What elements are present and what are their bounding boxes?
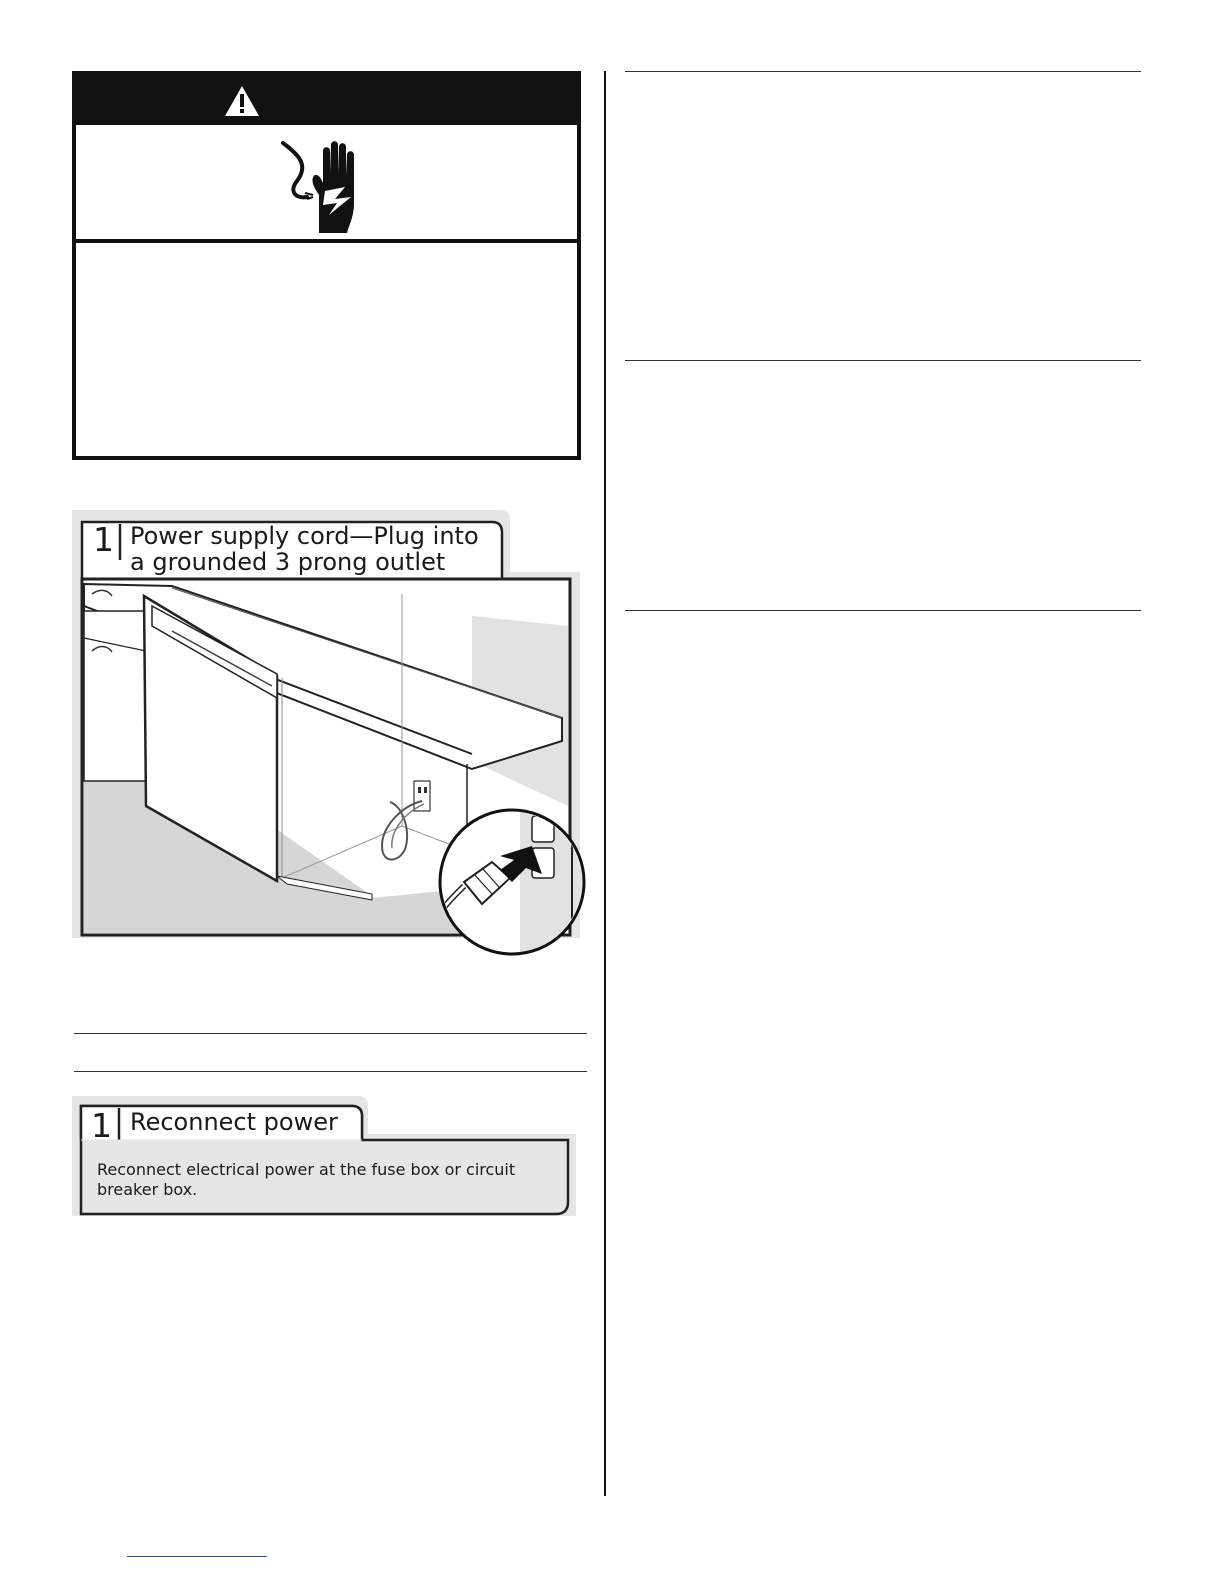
section-divider	[74, 1071, 587, 1072]
section-divider	[74, 1033, 587, 1034]
section-divider	[625, 610, 1141, 611]
section-divider	[625, 360, 1141, 361]
step-title: Reconnect power	[130, 1108, 338, 1136]
footer-link-underline[interactable]	[127, 1556, 267, 1557]
column-divider	[604, 71, 606, 1496]
section-divider	[625, 71, 1141, 72]
warning-box	[72, 71, 581, 460]
step-power-cord-panel	[72, 506, 586, 956]
warning-header-bar	[76, 75, 577, 125]
electrical-shock-hand-icon	[271, 133, 371, 233]
step-body-text: Reconnect electrical power at the fuse box or circuit breaker box.	[97, 1160, 516, 1199]
warning-divider	[76, 239, 577, 243]
step-number: 1	[91, 1106, 112, 1145]
warning-triangle-icon	[224, 85, 260, 117]
step-title: Power supply cord—Plug into a grounded 3 prong outlet	[130, 522, 479, 576]
step-number: 1	[93, 520, 114, 559]
step-reconnect-panel	[72, 1094, 576, 1218]
